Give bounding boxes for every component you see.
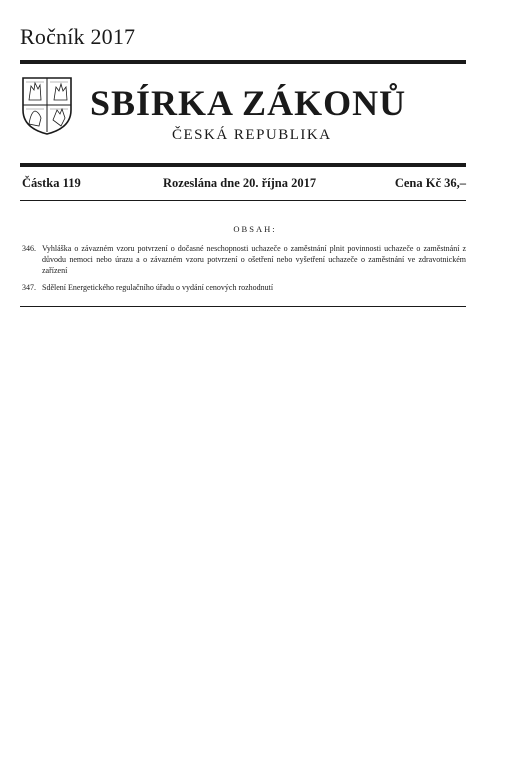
- contents-item: [22, 282, 466, 293]
- contents-heading: OBSAH:: [233, 224, 277, 234]
- item-number: 347.: [22, 283, 36, 292]
- publication-title: SBÍRKA ZÁKONŮ: [90, 83, 407, 123]
- item-text: Sdělení Energetického regulačního úřadu o vydání cenových rozhodnutí: [42, 283, 274, 292]
- czech-coat-of-arms-icon: [21, 76, 73, 136]
- issue-price: Cena Kč 36,–: [394, 176, 466, 190]
- country-subtitle: ČESKÁ REPUBLIKA: [172, 127, 332, 143]
- item-text: Vyhláška o závazném vzoru potvrzení o dočasné neschopnosti uchazeče o zaměstnání plnit povinnosti uchazeče o zaměstnání z důvodu nemoci nebo úrazu a o závazném vzoru potvrzení o ošetření nebo vyšetření uchazeče o zaměstnání ve zdravotnickém zařízení: [42, 244, 466, 275]
- top-rule: [20, 60, 466, 64]
- contents-item: [22, 243, 466, 276]
- item-number: 346.: [22, 244, 36, 253]
- year-label: Ročník 2017: [20, 24, 136, 49]
- contents-bottom-rule: [20, 306, 466, 307]
- issue-date: Rozeslána dne 20. října 2017: [163, 176, 317, 190]
- header-rule-thick: [20, 163, 466, 167]
- issue-part: Částka 119: [22, 176, 81, 190]
- issue-rule-thin: [20, 200, 466, 201]
